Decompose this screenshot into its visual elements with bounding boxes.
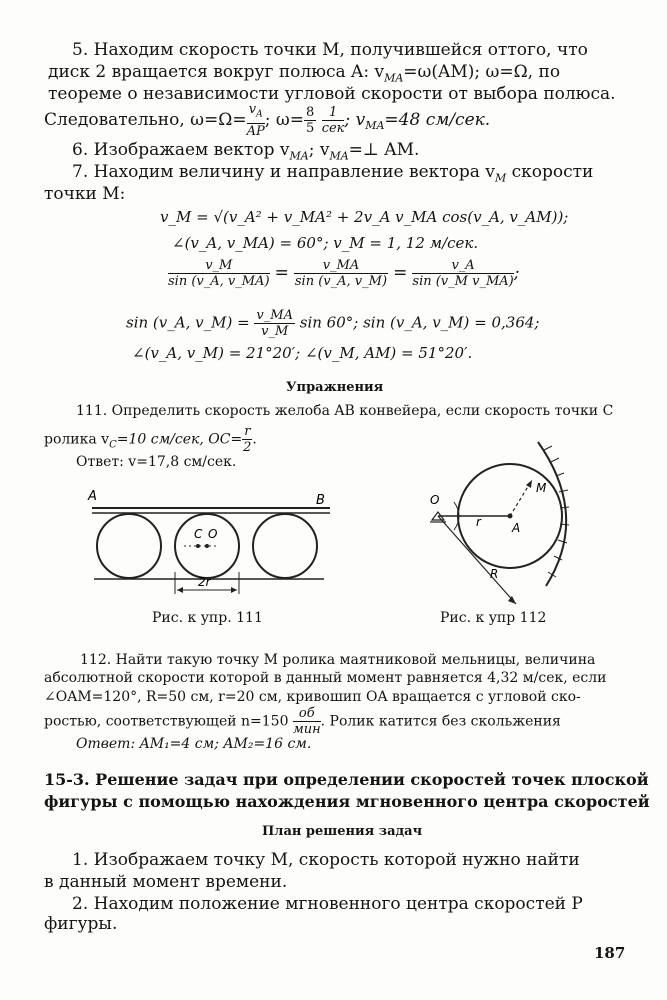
roller-right <box>253 514 317 578</box>
semicolon: ; <box>513 263 520 283</box>
step5-line2-text: диск 2 вращается вокруг полюса A: v <box>48 62 385 82</box>
ex112-l4b: . Ролик катится без скольжения <box>320 713 561 730</box>
sine-frac-2 <box>294 258 388 289</box>
fig112-caption: Рис. к упр 112 <box>440 610 547 626</box>
ex112-frac-num: об <box>293 706 321 722</box>
step6-b: ; v <box>308 140 330 160</box>
sine-frac-3-den: sin (v_M v_MA) <box>412 274 514 289</box>
label-big-r-112: R <box>490 567 499 581</box>
plan-step2-line2: фигуры. <box>44 914 118 934</box>
formula-sine-law <box>168 258 519 289</box>
sine-frac-3-num: v_A <box>412 258 513 274</box>
page-number: 187 <box>594 944 626 962</box>
ex112-line2: абсолютной скорости которой в данный момент равняется 4,32 м/сек, если <box>44 670 607 686</box>
plan-step2-line1: 2. Находим положение мгновенного центра скоростей P <box>72 894 583 914</box>
formula-angle-vm: ∠(v_A, v_MA) = 60°; v_M = 1, 12 м/сек. <box>172 234 479 252</box>
step5-line4a: Следовательно, ω=Ω= <box>44 109 247 130</box>
ex111-l2-sub: C <box>109 439 117 451</box>
formula-angles: ∠(v_A, v_M) = 21°20′; ∠(v_M, AM) = 51°20′. <box>132 344 473 362</box>
ex112-line1: 112. Найти такую точку M ролика маятниковой мельницы, величина <box>80 652 596 668</box>
frac1-den: AP <box>246 123 265 139</box>
frac3-den: сек <box>321 120 345 136</box>
frac2-den: 5 <box>306 120 315 136</box>
ex111-answer: Ответ: v=17,8 см/сек. <box>76 454 237 470</box>
label-c: C <box>194 527 203 541</box>
figure-112 <box>420 436 580 608</box>
sine-frac-1-den: sin (v_A, v_MA) <box>168 274 270 289</box>
ex111-l2b: =10 см/сек, OC= <box>116 431 243 448</box>
exercises-title: Упражнения <box>286 380 384 395</box>
step5-line4c-sub: MA <box>365 119 385 133</box>
frac-8-5 <box>304 105 316 136</box>
eq-sign-2: = <box>393 263 408 283</box>
step5-line1: 5. Находим скорость точки M, получившейся оттого, что <box>72 40 588 60</box>
step7-l1-sub: M <box>494 171 507 185</box>
ex112-line3: ∠OAM=120°, R=50 см, r=20 см, кривошип OA вращается с угловой ско- <box>44 689 581 705</box>
sine-frac-1 <box>168 258 270 289</box>
step7-line1 <box>72 162 593 184</box>
ex111-l2c: . <box>252 431 257 448</box>
step6-line <box>72 140 419 162</box>
sine-frac-2-num: v_MA <box>294 258 388 274</box>
f4a: sin (v_A, v_M) = <box>126 313 250 332</box>
step5-line4 <box>44 102 490 139</box>
sine-frac-2-den: sin (v_A, v_M) <box>294 274 388 289</box>
formula-sin-va-vm <box>126 308 540 339</box>
line-r <box>438 516 516 604</box>
step7-l1-end: скорости <box>506 162 594 182</box>
step6-a: 6. Изображаем вектор v <box>72 140 290 160</box>
fig111-caption: Рис. к упр. 111 <box>152 610 263 626</box>
step5-line2-rest: =ω(AM); ω=Ω, по <box>403 62 561 82</box>
section-title-line1: 15-3. Решение задач при определении скоростей точек плоской <box>44 770 649 789</box>
ex111-frac-num: r <box>244 424 251 439</box>
ex111-frac-den: 2 <box>243 440 252 455</box>
figure-111 <box>84 486 344 606</box>
frac-va-ap <box>247 102 265 139</box>
frac3-num: 1 <box>322 105 345 121</box>
arrow-m <box>526 480 532 488</box>
step7-l1: 7. Находим величину и направление вектора v <box>72 162 495 182</box>
f4-frac <box>254 308 295 339</box>
step7-line2: точки M: <box>44 184 126 204</box>
step6-c: =⊥ AM. <box>348 140 420 160</box>
step5-line4b: ; ω= <box>264 109 305 130</box>
roller-left <box>97 514 161 578</box>
ex111-l2a: ролика v <box>44 431 110 448</box>
step5-line3: теореме о независимости угловой скорости от выбора полюса. <box>48 84 616 104</box>
step5-line2-sub: MA <box>384 71 404 85</box>
step6-b-sub: MA <box>329 149 349 163</box>
label-2r: 2r <box>198 575 211 589</box>
frac-1-sec <box>322 105 345 136</box>
frac2-num: 8 <box>306 104 315 120</box>
ex112-l4a: ростью, соответствующей n=150 <box>44 713 293 730</box>
label-o-112: O <box>430 493 440 507</box>
sine-frac-3 <box>412 258 513 289</box>
ex112-line4 <box>44 706 561 737</box>
plan-step1-line2: в данный момент времени. <box>44 872 288 892</box>
ex112-frac <box>293 706 321 737</box>
ex111-frac <box>242 424 252 455</box>
label-a: A <box>88 489 97 504</box>
label-b: B <box>316 493 325 508</box>
label-a-112: A <box>512 521 521 535</box>
ex111-line1: 111. Определить скорость желоба AB конвейера, если скорость точки C <box>76 403 614 419</box>
f4-num: v_MA <box>256 308 293 323</box>
frac1-num: v <box>248 102 257 117</box>
step6-a-sub: MA <box>289 149 309 163</box>
f4-den: v_M <box>261 324 289 339</box>
section-title-line2: фигуры с помощью нахождения мгновенного центра скоростей <box>44 792 650 811</box>
label-o: O <box>208 527 218 541</box>
ex112-frac-den: мин <box>292 722 321 737</box>
plan-title: План решения задач <box>262 824 423 839</box>
label-m-112: M <box>536 481 547 495</box>
sine-frac-1-num: v_M <box>168 258 270 274</box>
plan-step1-line1: 1. Изображаем точку M, скорость которой нужно найти <box>72 850 580 870</box>
eq-sign-1: = <box>274 263 289 283</box>
label-r-112: r <box>476 515 481 529</box>
ex112-answer: Ответ: AM₁=4 см; AM₂=16 см. <box>76 736 312 752</box>
formula-vm: v_M = √(v_A² + v_MA² + 2v_A v_MA cos(v_A, v_AM)); <box>160 208 569 226</box>
frac1-num-sub: A <box>256 109 263 120</box>
f4b: sin 60°; sin (v_A, v_M) = 0,364; <box>299 313 540 332</box>
step5-line2 <box>48 62 560 84</box>
step5-line4d: =48 см/сек. <box>384 109 491 130</box>
ex111-line2 <box>44 424 257 455</box>
step5-line4c: ; v <box>344 109 366 130</box>
